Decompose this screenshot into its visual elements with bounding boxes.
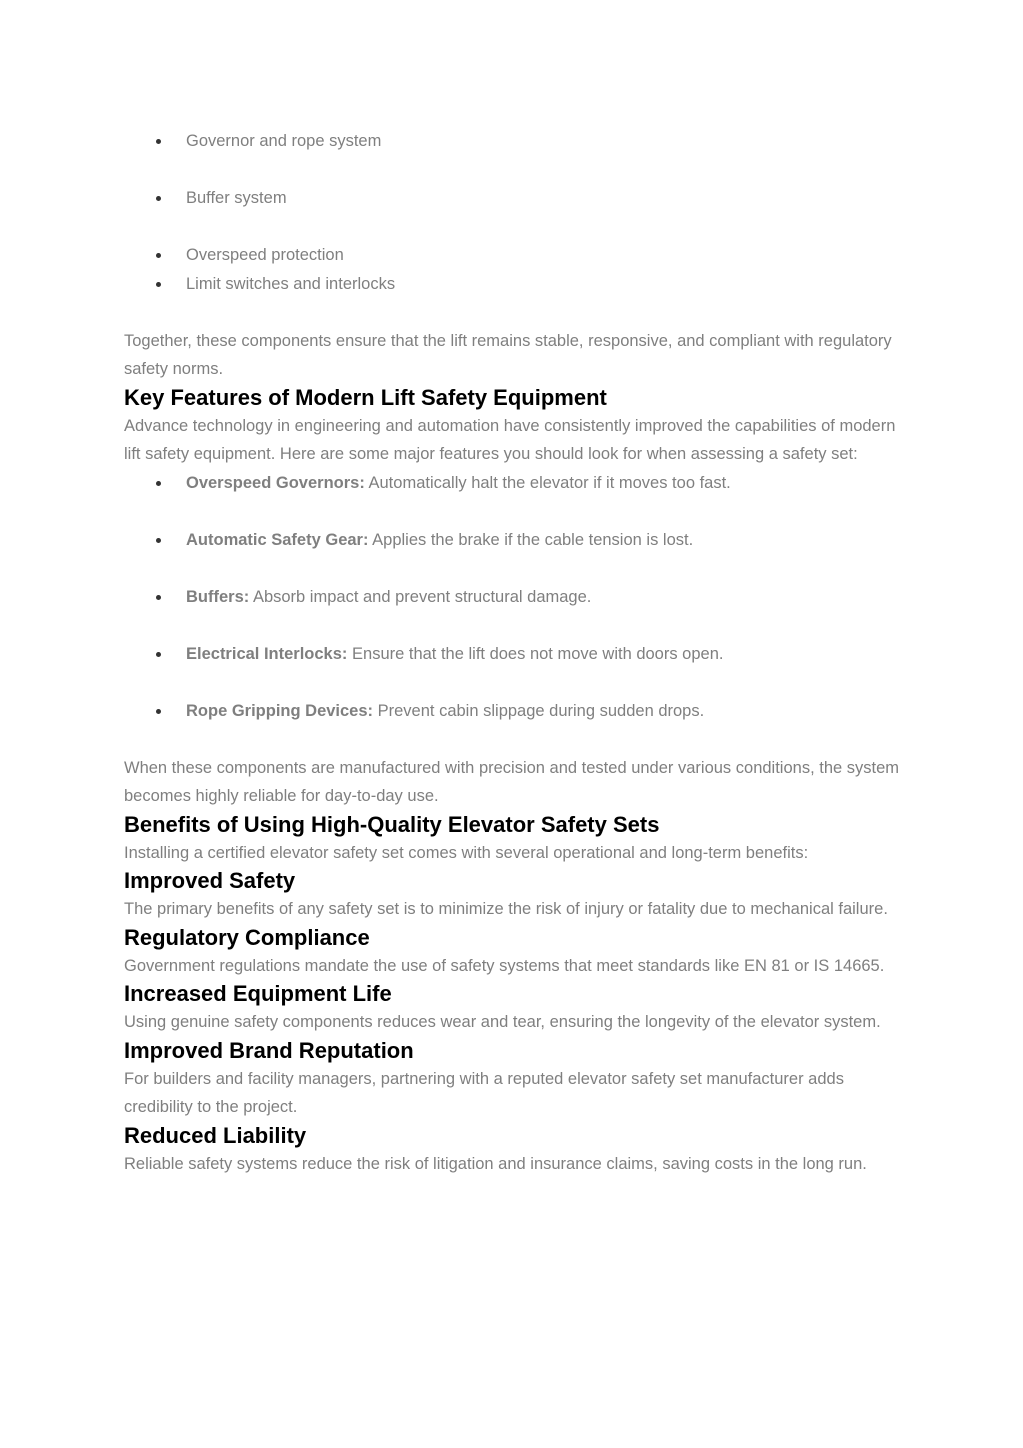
list-item: Buffer system [124,184,904,213]
top-margin [124,0,904,127]
bullet-icon [156,481,161,486]
paragraph-regulatory-compliance: Government regulations mandate the use of safety systems that meet standards like EN 81 or IS 14665. [124,956,885,975]
paragraph-together: Together, these components ensure that the lift remains stable, responsive, and compliant with regulatory safety norms. [124,331,892,378]
paragraph-advance: Advance technology in engineering and automation have consistently improved the capabilities of modern lift safety equipment. Here are some major features you should look for when assessing a safety set: [124,416,896,463]
bullet-icon [156,196,161,201]
paragraph-improved-brand-reputation: For builders and facility managers, partnering with a reputed elevator safety set manufacturer adds credibility to the project. [124,1069,844,1116]
feature-item-automatic-safety-gear: Automatic Safety Gear: Applies the brake if the cable tension is lost. [124,526,904,555]
list-item: Overspeed protection [124,241,904,270]
list-item: Governor and rope system [124,127,904,156]
list-spacer [124,213,904,242]
spacer [124,298,904,327]
bullet-icon [156,652,161,657]
bullet-icon [156,538,161,543]
spacer [124,725,904,754]
feature-item-electrical-interlocks: Electrical Interlocks: Ensure that the lift does not move with doors open. [124,640,904,669]
heading-key-features: Key Features of Modern Lift Safety Equipment [124,384,607,410]
list-spacer [124,668,904,697]
heading-increased-equipment-life: Increased Equipment Life [124,981,392,1006]
bullet-icon [156,253,161,258]
feature-item-overspeed-governors: Overspeed Governors: Automatically halt the elevator if it moves too fast. [124,469,904,498]
paragraph-improved-safety: The primary benefits of any safety set is to minimize the risk of injury or fatality due to mechanical failure. [124,900,888,918]
list-spacer [124,497,904,526]
bullet-icon [156,709,161,714]
paragraph-installing: Installing a certified elevator safety set comes with several operational and long-term benefits: [124,843,809,862]
heading-benefits: Benefits of Using High-Quality Elevator Safety Sets [124,811,660,837]
feature-list [124,469,904,726]
list-item: Limit switches and interlocks [124,270,904,299]
component-list [124,127,904,298]
heading-reduced-liability: Reduced Liability [124,1122,307,1148]
document-page [124,0,904,1178]
list-spacer [124,156,904,185]
heading-improved-safety: Improved Safety [124,868,296,893]
heading-regulatory-compliance: Regulatory Compliance [124,924,370,950]
list-spacer [124,554,904,583]
bullet-icon [156,595,161,600]
paragraph-when: When these components are manufactured with precision and tested under various conditions, the system becomes highly reliable for day-to-day use. [124,758,900,805]
feature-item-rope-gripping-devices: Rope Gripping Devices: Prevent cabin slippage during sudden drops. [124,697,904,726]
list-spacer [124,611,904,640]
bullet-icon [156,282,161,287]
feature-item-buffers: Buffers: Absorb impact and prevent structural damage. [124,583,904,612]
bullet-icon [156,139,161,144]
paragraph-reduced-liability: Reliable safety systems reduce the risk of litigation and insurance claims, saving costs in the long run. [124,1154,867,1173]
paragraph-increased-equipment-life: Using genuine safety components reduces wear and tear, ensuring the longevity of the elevator system. [124,1013,881,1031]
heading-improved-brand-reputation: Improved Brand Reputation [124,1037,414,1063]
